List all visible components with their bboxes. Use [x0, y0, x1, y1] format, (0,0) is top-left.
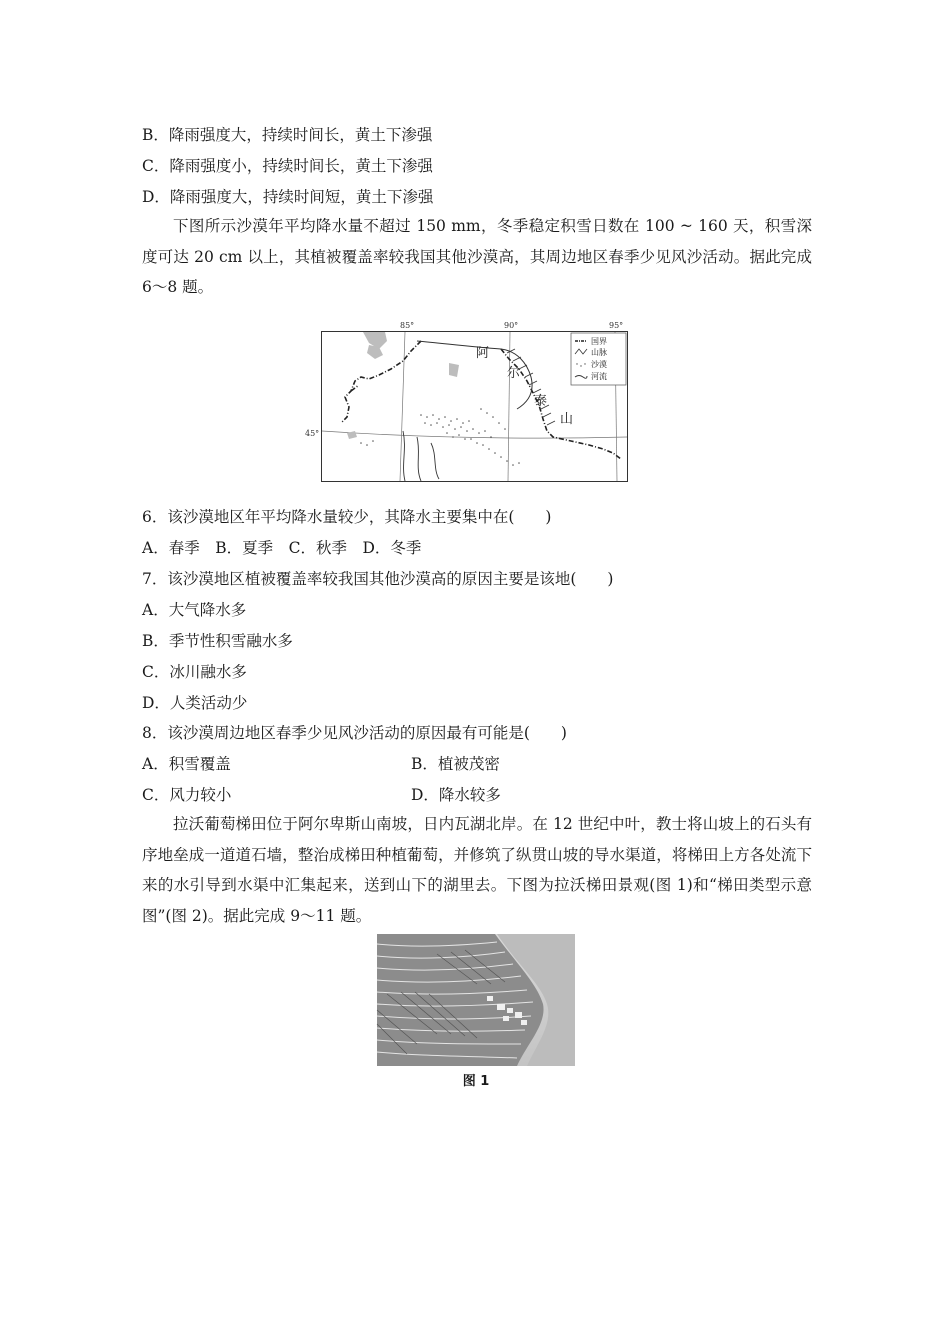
q5-option-d: D．降雨强度大，持续时间短，黄土下渗强	[142, 188, 434, 206]
q6-stem: 6．该沙漠地区年平均降水量较少，其降水主要集中在( )	[142, 508, 552, 526]
legend-label-desert: 沙漠	[591, 360, 607, 369]
lat-label-45: 45°	[305, 429, 320, 438]
place-char-2: 尔	[507, 366, 521, 381]
q6-options: A．春季 B．夏季 C．秋季 D．冬季	[142, 539, 422, 557]
q7-option-d: D．人类活动少	[142, 694, 248, 712]
q7-option-a: A．大气降水多	[142, 601, 247, 619]
lon-label-95: 95°	[609, 321, 624, 330]
q8-option-a: A．积雪覆盖	[142, 755, 231, 773]
q5-option-c: C．降雨强度小，持续时间长，黄土下渗强	[142, 157, 433, 175]
place-char-4: 山	[560, 412, 574, 427]
lon-label-85: 85°	[400, 321, 415, 330]
figure-1-caption: 图 1	[462, 1074, 490, 1089]
q8-option-c: C．风力较小	[142, 786, 232, 804]
place-char-1: 阿	[476, 346, 490, 361]
desert-map	[305, 319, 629, 483]
map-svg	[305, 319, 629, 483]
intro-paragraph-9-11: 拉沃葡萄梯田位于阿尔卑斯山南坡，日内瓦湖北岸。在 12 世纪中叶，教士将山坡上的石头有序地垒成一道道石墙，整治成梯田种植葡萄，并修筑了纵贯山坡的导水渠道，将梯田上方各处流下来的水引导到水渠中汇集起来，送到山下的湖里去。下图为拉沃梯田景观(图 1)和“梯田类型示意图”(图 2)。据此完成 9～11 题。	[142, 815, 812, 925]
q7-option-b: B．季节性积雪融水多	[142, 632, 293, 650]
legend-label-mountain: 山脉	[591, 348, 607, 357]
intro-paragraph-6-8: 下图所示沙漠年平均降水量不超过 150 mm，冬季稳定积雪日数在 100 ~ 160 天，积雪深度可达 20 cm 以上，其植被覆盖率较我国其他沙漠高，其周边地区春季少见风沙活动。据此完成 6～8 题。	[142, 217, 812, 296]
lon-label-90: 90°	[504, 321, 519, 330]
terrace-photo	[377, 934, 575, 1066]
q8-option-b: B．植被茂密	[411, 755, 500, 773]
q5-option-b: B．降雨强度大，持续时间长，黄土下渗强	[142, 126, 433, 144]
q7-option-c: C．冰川融水多	[142, 663, 247, 681]
terrace-photo-svg	[377, 934, 575, 1066]
q7-stem: 7．该沙漠地区植被覆盖率较我国其他沙漠高的原因主要是该地( )	[142, 570, 614, 588]
legend-label-border: 国界	[591, 337, 607, 346]
legend-label-river: 河流	[591, 372, 607, 381]
place-char-3: 泰	[534, 394, 548, 409]
q8-stem: 8．该沙漠周边地区春季少见风沙活动的原因最有可能是( )	[142, 724, 567, 742]
q8-option-d: D．降水较多	[411, 786, 501, 804]
